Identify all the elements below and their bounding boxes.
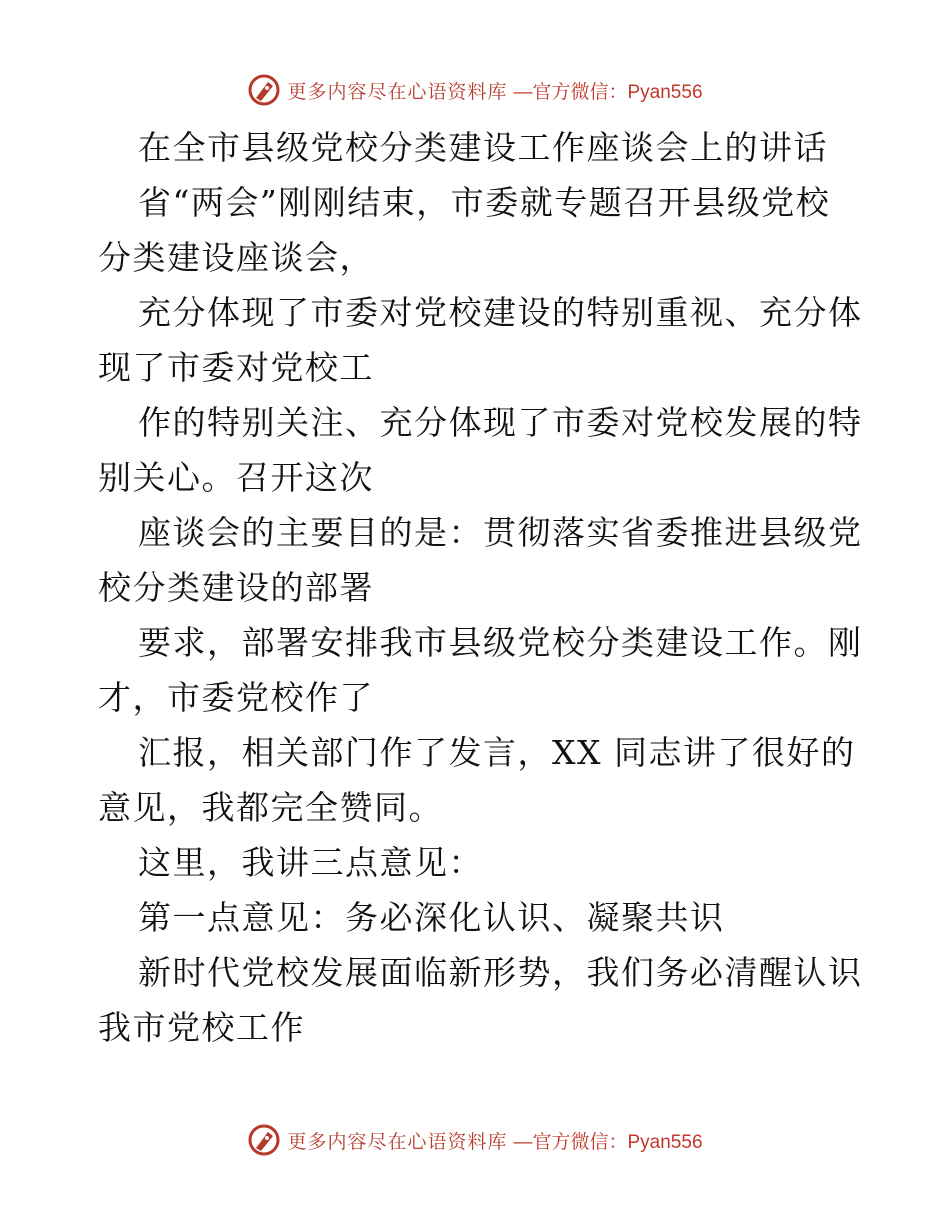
header-contact-text: —官方微信：Pyan556 <box>513 81 703 103</box>
document-body <box>98 120 863 1055</box>
text-line: 在全市县级党校分类建设工作座谈会上的讲话 <box>138 128 828 167</box>
text-line: 我市党校工作 <box>98 1008 305 1047</box>
text-line: 现了市委对党校工 <box>98 348 374 387</box>
footer-brand-text: 更多内容尽在心语资料库 <box>287 1130 508 1153</box>
pen-nib-logo-icon <box>247 1123 281 1157</box>
text-line: 分类建设座谈会， <box>98 238 374 277</box>
text-line: 座谈会的主要目的是：贯彻落实省委推进县级党 <box>138 513 863 552</box>
text-line: 汇报，相关部门作了发言，XX 同志讲了很好的 <box>138 733 856 772</box>
text-line: 省“两会”刚刚结束，市委就专题召开县级党校 <box>138 183 831 222</box>
footer-watermark <box>0 1120 950 1160</box>
header-brand-text: 更多内容尽在心语资料库 <box>287 80 508 103</box>
text-line: 作的特别关注、充分体现了市委对党校发展的特 <box>138 403 863 442</box>
footer-contact-text: —官方微信：Pyan556 <box>513 1131 703 1153</box>
header-watermark <box>0 70 950 110</box>
text-line: 才，市委党校作了 <box>98 678 374 717</box>
text-line: 别关心。召开这次 <box>98 458 374 497</box>
pen-nib-logo-icon <box>247 73 281 107</box>
text-line: 第一点意见：务必深化认识、凝聚共识 <box>138 898 725 937</box>
text-line: 这里，我讲三点意见： <box>138 843 483 882</box>
text-line: 要求，部署安排我市县级党校分类建设工作。刚 <box>138 623 863 662</box>
text-line: 意见，我都完全赞同。 <box>98 788 443 827</box>
text-line: 新时代党校发展面临新形势，我们务必清醒认识 <box>138 953 863 992</box>
text-line: 校分类建设的部署 <box>98 568 374 607</box>
text-line: 充分体现了市委对党校建设的特别重视、充分体 <box>138 293 863 332</box>
